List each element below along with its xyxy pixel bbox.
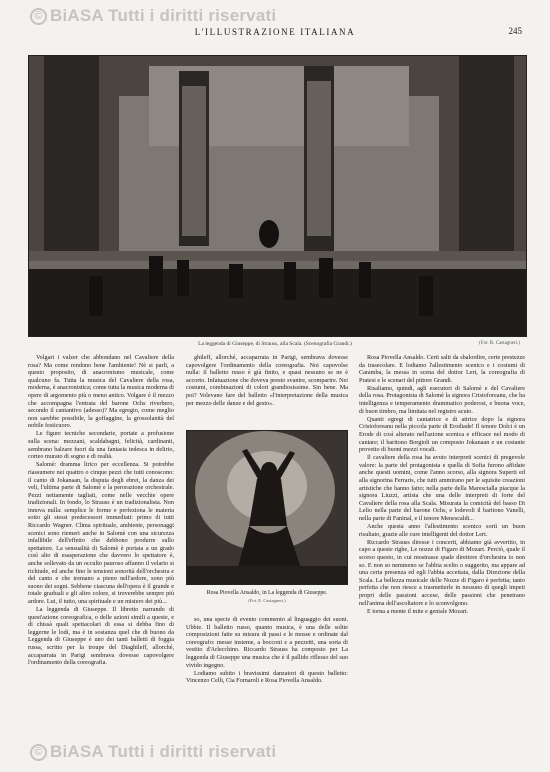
paragraph: La leggenda di Giuseppe. Il libretto narrando di quest'azione coreografica, o delle azioni simili a queste, e di chissà quali spettacolari di essa si debba fino di leggerne le lodi, ma è in sostanza quel che di buono da Leggenda di Giuseppe è uno dei tanti balletti di foggia russa, scritto per la troupe del Diaghileff, allorché, accaparrata in Parigi sembrava dovesse capovolgere l'ordinamento della coreografia. [28,606,174,667]
page-number: 245 [508,26,522,36]
text-column-3 [359,354,525,616]
paragraph: Salomè: dramma lirico per eccellenza. Si potrebbe riassumere nei quattro o cinque pezzi che tutti conoscono: il canto di Jokanaan, la disputa degli ebrei, la danza dei veli, l'ultima parte di Salomè e la perorazione orchestrale. Pezzi nettamente tagliati, come nelle vecchie opere tradizionali. In fondo, lo Strauss è un tradizionalista. Non innova nulla: semplice le forme e perfeziona le materia sotto gli stessi predecessori immediati: primo di tutti Riccardo Wagner. Clima spirituale, ambiente, personaggi scenici sono riemeri anche in Salomè con una sicurezza infallibile dell'effetto che debbono produrre sullo spettatore. La sensualità di Salomè è portata a un grado così alto di esasperazione che davvero lo spettatore è, anche sollevato da un occulto pauroso affanno il velario si richiude, ed anche fino le tensioni sonorità dell'orchestra e del canto e che tremano a pieno nell'ardore, sono più suono dei sogni. Sebbene ciascuna dell'opera è il grande e totale graduali e gli altro colore, si troverebbe sempre più ardore. Lui, il tutto, una spirituale e un mistero dei più... [28,461,174,605]
paragraph: Quanti egregi di cantatrice e di attrice dopo la signora Cristoforeanu nella piccola parte di Erodiade! Il tenore Dolci è un Erode di così alterato nell'azione scenica e efficace nel modo di cantare; il baritono Borgioli un composto Jokanaan e un costante provetto di buoni mezzi vocali. [359,415,525,454]
figure-credit: (Fot. E. Castagneri.) [248,598,286,603]
text-column-2-top [186,354,348,408]
stage-scene-illustration [29,56,527,337]
text-column-2-bottom [186,616,348,685]
paragraph: so, una specie di evento commento al linguaggio dei suoni. Ubbie. Il balletto russo, quanto musica, è una delle solite composizioni fatte su misura di passi e le mosse e ordinate dal coreografo: messe insieme, a bocconi e a pezzetti, una sorta di vestito d'Arlecchino. Riccardo Strauss ha composto per La leggenda di Giuseppe una musica che è il pallido riflesso del suo vivido ingegno. [186,616,348,669]
text-column-1 [28,354,174,667]
paragraph: Il cavaliere della rosa ha avuto interpreti scenici di pregevole valore: la parte del protagonista e quella di Sofia furono affidate anche questi uomini, come l'anno scorso, alla signora Superti ed alla signorina Ferraris, che tutti ammirano per le squisite creazioni artistiche che hanno fatto; nella parte della Marescialla piacque la signora Liuzzi, artista che una delle interpreti di forte del Cavaliere della rosa alla Scala. Misurata la comicità del basso Di Lelio nella parte del barone Ochs, e lodevoli il baritono Vanelli, nella parte di Faninal, e il tenore Menescaldi... [359,454,525,522]
running-head: L'ILLUSTRAZIONE ITALIANA [194,27,356,37]
watermark-top [30,6,276,26]
figure-caption [186,590,348,604]
paragraph: Rosa Piovella Ansaldo. Certi salti da sbalordire, certe prestezze da trasecolare. E lodiamo l'allestimento scenico e i costumi di Caramba, la messa in scena del dottor Lert, la coreografia di Pratesi e le scenari del pittore Grandi. [359,354,525,384]
paragraph: Lodiamo subito i bravissimi danzatori di questo balletto: Vincenzo Celli, Cia Fornaroli e Rosa Piovella Ansaldo. [186,669,348,685]
photo-caption: La leggenda di Giuseppe, di Strauss, alla Scala. (Scenografia Grandi.) [198,341,352,347]
stage-photo [28,55,527,337]
copyright-icon: © [30,8,47,25]
figure-caption-text: Rosa Piovella Ansaldo, in La leggenda di Giuseppe. [206,590,328,596]
paragraph: ghileff, allorché, accaparrata in Parigi, sembrava dovesse capovolgere l'ordinamento della coreografia. Noi capovolse nulla: il balletto russo è già finito, e quasi nessuno se ne è accorto. Infatuazione che doveva presto svanire, scomparire. Nei costumi, combinazioni di colori grandiosissime. Sin bene. Ma poi? Volevano fare del balletto «l'interpretazione della musica per mezzo delle danze e del gesto». [186,354,348,407]
photo-credit: (Fot. R. Castagneri.) [479,341,520,346]
paragraph: Risaliamo, quindi, agli esecutori di Salomè e del Cavaliere della rosa. Protagonista di Salomè la signora Cristoforeanu, che ha intelligenza e temperamento drammatico poderosi, e buona voce, di buon timbro, ma limitata nel registro acuto. [359,384,525,415]
watermark-bottom [30,742,276,762]
paragraph: Riccardo Strauss diresse i concerti, abbiamo già avvertito, in capo a queste righe, Le nozze di Figaro di Mozart. Perciò, quale il scorso questo, in cui mostrasse quale direttore d'orchestra io non so. E non so nemmeno se l'abbia scelto o suggerito, ma appare ad una certa presenza ed egli l'abbia accettata, dalla Direzione della Scala. La bellezza musicale delle Nozze di Figaro è perfetta; tanto perfetta che non riesce a trasmetterle in nessuno di quegli impeti propri delle passioni accese, delle passioni che penetrano nell'anima dell'ascoltatore e lo sconvolgono. [359,538,525,607]
watermark-text: BiASA Tutti i diritti riservati [50,742,277,761]
paragraph: E torna a mente il mite e geniale Mozart. [367,607,469,615]
dancer-illustration [187,431,348,585]
copyright-icon: © [30,744,47,761]
dancer-photo [186,430,348,585]
watermark-text: BiASA Tutti i diritti riservati [50,6,277,25]
paragraph: Le figure tecniche secondarie, portate a profusione sulla scena: mezzani, scaldabagni, felicità, cardinanti, sembrano balzare fuori da una fantasia tedesca in delirio, corteo murato di sogno e di realtà. [28,430,174,461]
paragraph: Anche questa anno l'allestimento scenico sortì un buon risultato, grazie alle cure intelligenti del dottor Lert. [359,523,525,538]
paragraph: Volgari i valzer che abbondano nel Cavaliere della rosa? Ma come rendono bene l'ambiente! Nè si parli, a questo proposito, di anacronismo musicale, come qualcuno fa. Tutta la musica del Cavaliere della rosa, moderna, è anacronistica; come tutta la musica moderna di opere di argomento più o meno antico. Volgare è il mezzo che accompagna l'entrata del barone Ochs riverbero, secondo il cantantivo (adesso)? Ma egregio, come meglio non sarebbe possibile, la goffaggine, la grossolanità del nobile festicuoro. [28,354,174,430]
